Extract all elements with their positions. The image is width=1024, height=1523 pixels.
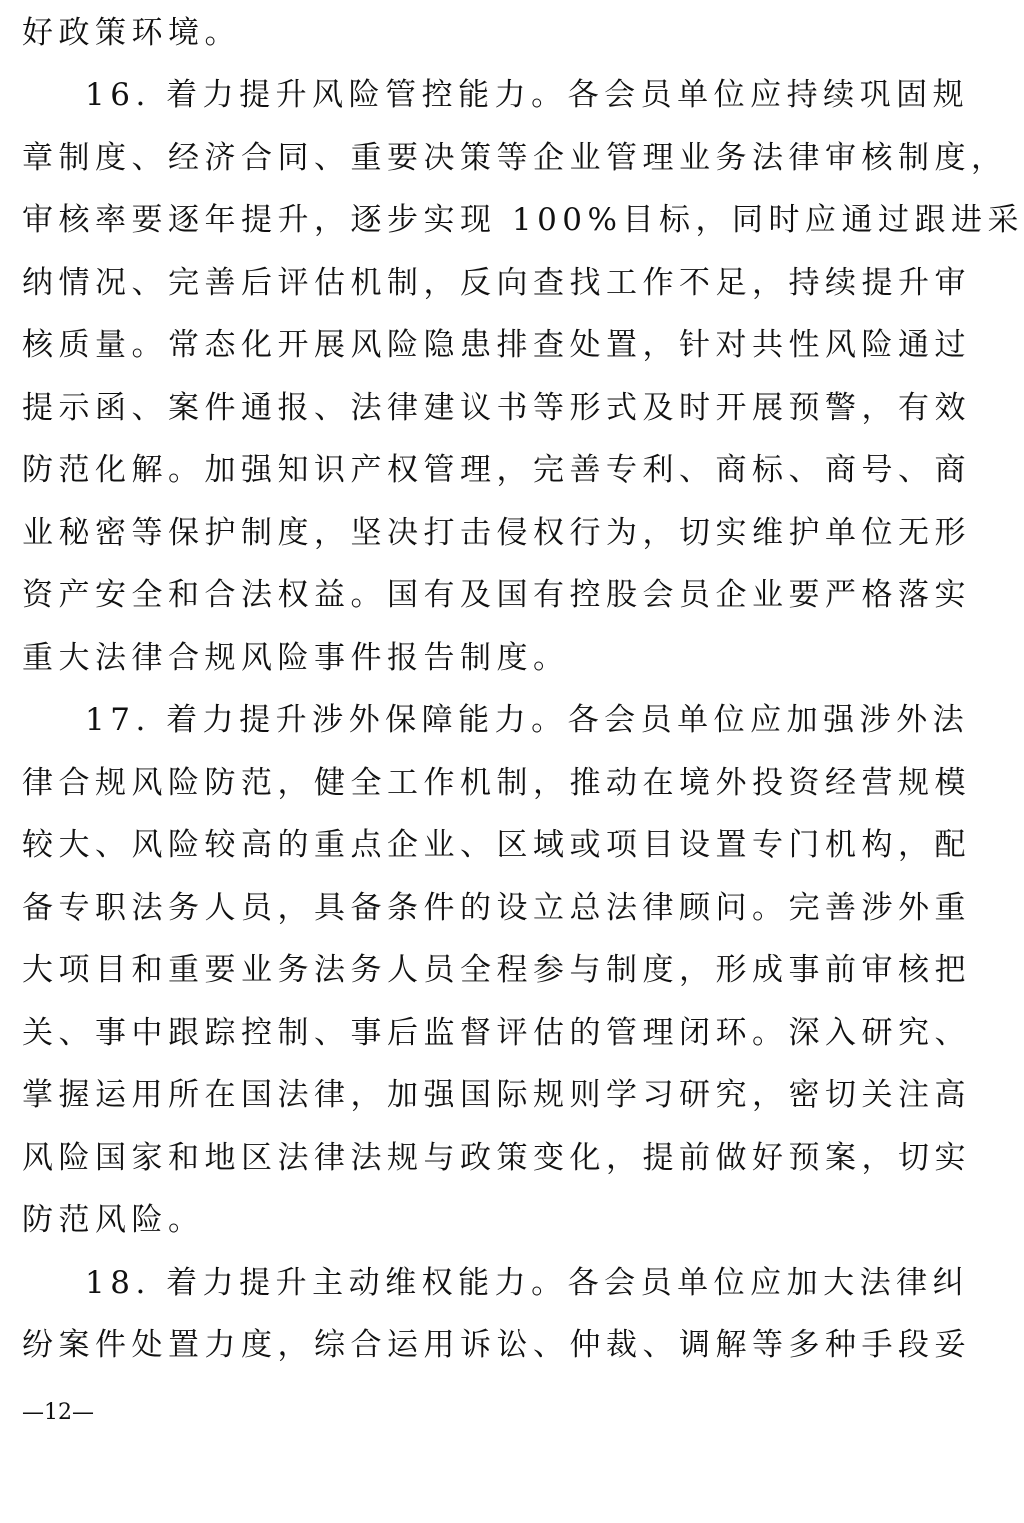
text-line: 核质量。常态化开展风险隐患排查处置，针对共性风险通过: [22, 327, 971, 363]
text-line: 律合规风险防范，健全工作机制，推动在境外投资经营规模: [22, 765, 971, 801]
text-line: 17. 着力提升涉外保障能力。各会员单位应加强涉外法: [85, 702, 970, 738]
text-line: 掌握运用所在国法律，加强国际规则学习研究，密切关注高: [22, 1077, 971, 1113]
text-line: 提示函、案件通报、法律建议书等形式及时开展预警，有效: [22, 390, 971, 426]
text-line: 16. 着力提升风险管控能力。各会员单位应持续巩固规: [85, 77, 970, 113]
text-line: 纷案件处置力度，综合运用诉讼、仲裁、调解等多种手段妥: [22, 1327, 971, 1363]
text-line: 18. 着力提升主动维权能力。各会员单位应加大法律纠: [85, 1265, 970, 1301]
text-line: 章制度、经济合同、重要决策等企业管理业务法律审核制度，: [22, 140, 1008, 176]
text-line: 大项目和重要业务法务人员全程参与制度，形成事前审核把: [22, 952, 971, 988]
text-line: 防范化解。加强知识产权管理，完善专利、商标、商号、商: [22, 452, 971, 488]
text-line: 防范风险。: [22, 1202, 205, 1238]
text-line: 纳情况、完善后评估机制，反向查找工作不足，持续提升审: [22, 265, 971, 301]
text-line: 资产安全和合法权益。国有及国有控股会员企业要严格落实: [22, 577, 971, 613]
text-line: 风险国家和地区法律法规与政策变化，提前做好预案，切实: [22, 1140, 971, 1176]
text-line: 好政策环境。: [22, 15, 241, 51]
text-line: 重大法律合规风险事件报告制度。: [22, 640, 570, 676]
page-number: —12—: [22, 1400, 94, 1425]
text-line: 业秘密等保护制度，坚决打击侵权行为，切实维护单位无形: [22, 515, 971, 551]
text-line: 关、事中跟踪控制、事后监督评估的管理闭环。深入研究、: [22, 1015, 971, 1051]
text-line: 较大、风险较高的重点企业、区域或项目设置专门机构，配: [22, 827, 971, 863]
text-line: 备专职法务人员，具备条件的设立总法律顾问。完善涉外重: [22, 890, 971, 926]
text-line: 审核率要逐年提升，逐步实现 100%目标，同时应通过跟进采: [22, 202, 1024, 238]
